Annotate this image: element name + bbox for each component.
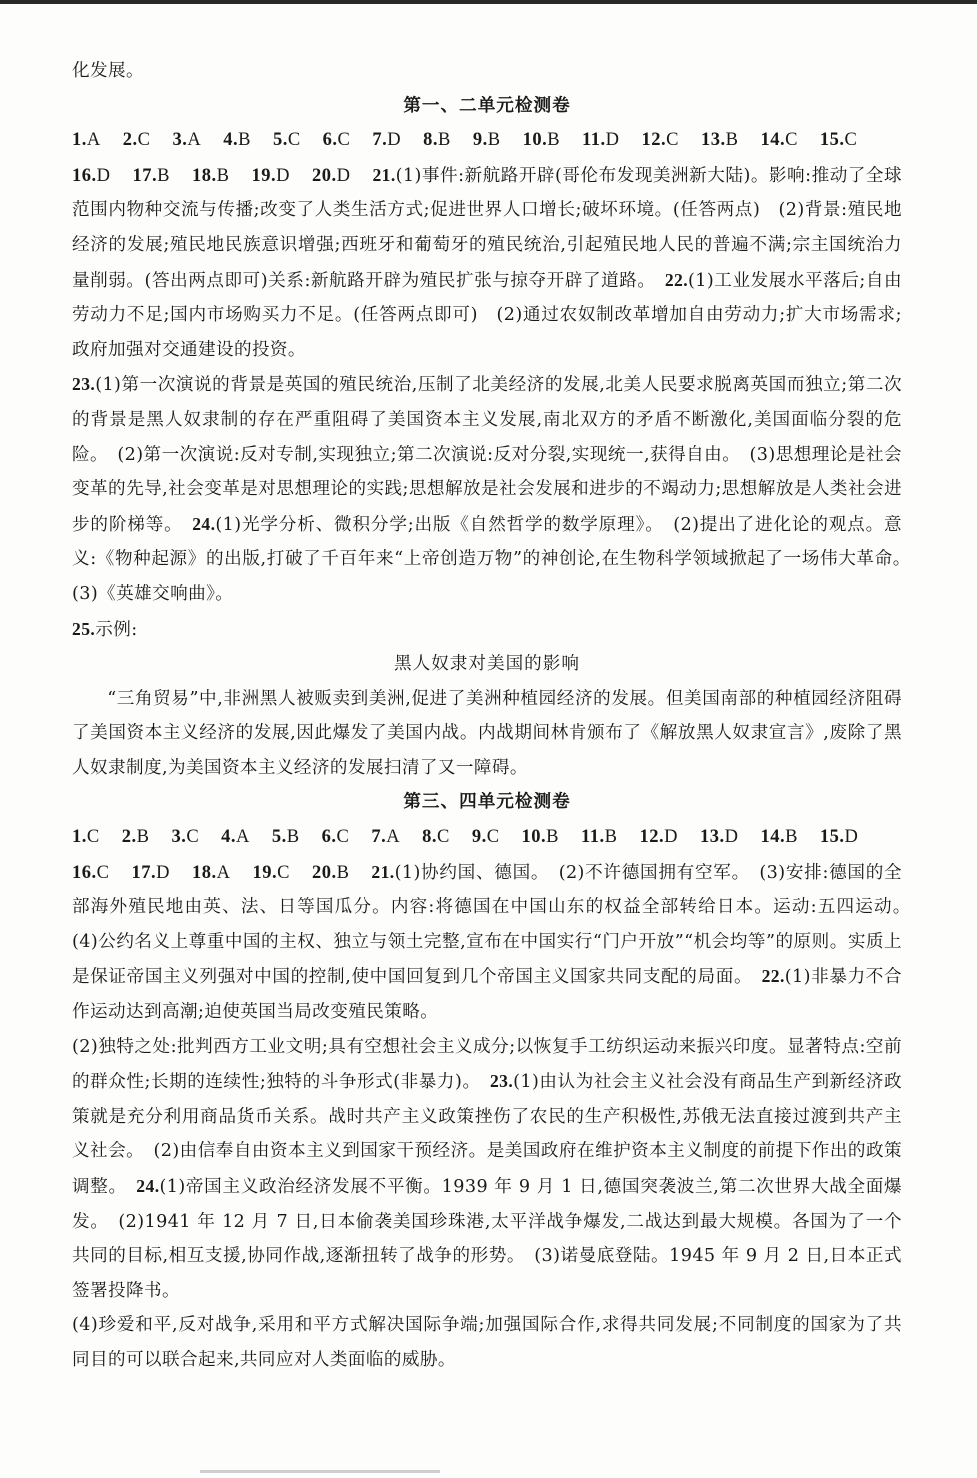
mc-letter: D: [844, 827, 859, 848]
mc-number: 7.: [371, 827, 387, 848]
answer-text-24: (1)光学分析、微积分学;出版《自然哲学的数学原理》。 (2)提出了进化论的观点。意义:《物种起源》的出版,打破了千百年来“上帝创造万物”的神创论,在生物科学领域掀起了一场伟大革命。 (3)《英雄交响曲》。: [72, 514, 920, 604]
mc-letter: A: [386, 827, 401, 848]
mc-number: 14.: [760, 827, 786, 848]
answer-text-21: (1)事件:新航路开辟(哥伦布发现美洲新大陆)。影响:推动了全球范围内物种交流与传播;改变了人类生活方式;促进世界人口增长;破坏环境。(任答两点) (2)背景:殖民地经济的发展;殖民地民族意识增强;西班牙和葡萄牙的殖民统治,引起殖民地人民的普遍不满;宗主国统治力量削弱。(答出两点即可)关系:新航路开辟为殖民扩张与掠夺开辟了道路。: [72, 165, 902, 291]
mc-letter: D: [336, 165, 351, 186]
mc-number: 9.: [472, 130, 488, 151]
mc-answer: [642, 123, 679, 158]
answer-text-22: (1)工业发展水平落后;自由劳动力不足;国内市场购买力不足。(任答两点即可) (2)通过农奴制改革增加自由劳动力;扩大市场需求;政府加强对交通建设的投资。: [72, 270, 902, 360]
mc-answer: [372, 123, 401, 158]
mc-letter: C: [436, 827, 450, 848]
mc-answer: [223, 123, 251, 158]
mc-letter: B: [785, 827, 798, 848]
mc-letter: A: [216, 862, 231, 883]
mc-letter: B: [604, 827, 618, 848]
mc-letter: B: [286, 827, 300, 848]
mc-number: 12.: [639, 827, 665, 848]
mc-answer: [312, 856, 349, 891]
mc-number: 10.: [522, 130, 548, 151]
mc-answer: [133, 159, 170, 194]
mc-answer: [820, 820, 859, 855]
mc-number: 17.: [132, 165, 158, 186]
mc-answer: [251, 159, 290, 194]
mc-answer: [700, 820, 739, 855]
mc-row-2-s2: [72, 863, 371, 883]
mc-number: 2.: [121, 827, 137, 848]
mc-answer: [72, 820, 100, 855]
mc-answer: [523, 123, 560, 158]
answer-text-24: (1)帝国主义政治经济发展不平衡。1939 年 9 月 1 日,德国突袭波兰,第二次世界大战全面爆发。 (2)1941 年 12 月 7 日,日本偷袭美国珍珠港,太平洋战争爆发,二战达到最大规模。各国为了一个共同的目标,相互支援,协同作战,逐渐扭转了战争的形势。 (3)诺曼底登陆。1945 年 9 月 2 日,日本正式签署投降书。: [72, 1177, 902, 1301]
answer-text-21: (1)协约国、德国。 (2)不许德国拥有空军。 (3)安排:德国的全部海外殖民地由英、法、日等国瓜分。内容:将德国在中国山东的权益全部转给日本。运动:五四运动。 (4)公约名义上尊重中国的主权、独立与领土完整,宣布在中国实行“门户开放”“机会均等”的原则。实质上是保证帝国主义列强对中国的控制,使中国回复到几个帝国主义国家共同支配的局面。: [72, 862, 920, 988]
answer-content: [72, 54, 920, 1378]
mc-number: 17.: [131, 862, 157, 883]
mc-answer: [72, 856, 109, 891]
essay-title: 黑人奴隶对美国的影响: [394, 654, 580, 675]
mc-row-2-s1: [72, 166, 372, 186]
mc-number: 5.: [272, 130, 288, 151]
scan-top-edge: [0, 0, 977, 4]
intro-line: 化发展。: [72, 61, 144, 81]
mc-answer: [273, 123, 301, 158]
mc-answer: [323, 123, 351, 158]
mc-number: 19.: [251, 165, 277, 186]
mc-letter: D: [156, 862, 170, 883]
mc-answer: [701, 123, 738, 158]
mc-answer: [581, 820, 617, 855]
mc-letter: A: [187, 130, 202, 151]
mc-number: 6.: [321, 827, 337, 848]
mc-letter: D: [276, 165, 290, 186]
question-number: 21.: [371, 861, 395, 882]
mc-letter: D: [96, 165, 111, 186]
answer-block-22b-24-s2: [72, 1030, 902, 1309]
answer-25-label: [72, 612, 902, 648]
mc-letter: C: [287, 130, 301, 151]
question-number: 22.: [761, 966, 785, 987]
answer-block-23-24-s1: [72, 367, 920, 611]
mc-number: 15.: [819, 827, 845, 848]
mc-letter: C: [844, 130, 858, 151]
mc-letter: C: [666, 130, 679, 151]
mc-letter: B: [336, 862, 350, 883]
mc-letter: A: [236, 827, 250, 848]
mc-number: 1.: [72, 130, 87, 151]
mc-letter: C: [277, 862, 290, 883]
mc-letter: D: [724, 827, 739, 848]
question-number: 24.: [192, 513, 216, 534]
answer-text-23: (1)由认为社会主义社会没有商品生产到新经济政策就是充分利用商品货币关系。战时共产主义政策挫伤了农民的生产积极性,苏俄无法直接过渡到共产主义社会。 (2)由信奉自由资本主义到国家干预经济。是美国政府在维护资本主义制度的前提下作出的政策调整。: [72, 1072, 902, 1197]
mc-answer: [171, 820, 199, 855]
mc-letter: B: [546, 827, 559, 848]
scan-bottom-mark: [200, 1470, 440, 1473]
mc-answer: [582, 123, 619, 158]
mc-answer: [72, 123, 101, 158]
question-number: 23.: [489, 1071, 514, 1092]
mc-letter: C: [96, 862, 110, 883]
mc-number: 13.: [700, 130, 726, 151]
mc-number: 5.: [271, 827, 287, 848]
mc-letter: C: [337, 130, 351, 151]
mc-letter: B: [216, 165, 230, 186]
mc-letter: B: [157, 165, 170, 186]
mc-letter: C: [186, 827, 200, 848]
mc-number: 20.: [311, 165, 337, 186]
mc-answer: [192, 856, 231, 891]
mc-letter: D: [605, 130, 620, 151]
mc-number: 20.: [311, 862, 337, 883]
mc-number: 4.: [223, 130, 239, 151]
mc-answer: [371, 820, 400, 855]
mc-answer: [639, 820, 678, 855]
mc-letter: C: [486, 827, 500, 848]
mc-answer: [172, 123, 201, 158]
mc-answer: [252, 856, 289, 891]
mc-answer: [122, 820, 150, 855]
question-number: 25.: [72, 618, 96, 639]
mc-letter: C: [86, 827, 100, 848]
mc-number: 11.: [581, 827, 605, 848]
essay-body: “三角贸易”中,非洲黑人被贩卖到美洲,促进了美洲种植园经济的发展。但美国南部的种植园经济阻碍了美国资本主义经济的发展,因此爆发了美国内战。内战期间林肯颁布了《解放黑人奴隶宣言》,废除了黑人奴隶制度,为美国资本主义经济的发展扫清了又一障碍。: [72, 688, 902, 778]
mc-letter: D: [387, 130, 402, 151]
mc-number: 8.: [423, 130, 438, 151]
mc-answer: [760, 820, 797, 855]
mc-answer: [820, 123, 857, 158]
mc-answer: [473, 123, 501, 158]
mc-letter: C: [785, 130, 798, 151]
question-number: 24.: [136, 1176, 160, 1196]
mc-number: 7.: [372, 130, 388, 151]
question-number: 21.: [372, 164, 396, 185]
mc-letter: B: [136, 827, 150, 848]
answer-block-s1: [72, 158, 902, 368]
question-number: 23.: [72, 374, 96, 395]
mc-number: 1.: [72, 827, 87, 848]
answer-text-23: (1)第一次演说的背景是英国的殖民统治,压制了北美经济的发展,北美人民要求脱离英国而独立;第二次的背景是黑人奴隶制的存在严重阻碍了美国资本主义发展,南北双方的矛盾不断激化,美国面临分裂的危险。 (2)第一次演说:反对专制,实现独立;第二次演说:反对分裂,实现统一,获得自由。 (3)思想理论是社会变革的先导,社会变革是对思想理论的实践;思想解放是社会发展和进步的不竭动力;思想解放是人类社会进步的阶梯等。: [72, 375, 902, 535]
mc-answer: [422, 820, 450, 855]
mc-answer: [272, 820, 300, 855]
mc-number: 4.: [221, 827, 237, 848]
mc-number: 11.: [582, 130, 606, 151]
mc-answer: [131, 856, 170, 891]
mc-number: 3.: [171, 827, 187, 848]
mc-row-1-s1: [72, 123, 902, 158]
question-number: 22.: [664, 269, 689, 290]
mc-number: 18.: [191, 165, 217, 186]
mc-number: 19.: [252, 862, 278, 883]
mc-number: 16.: [72, 165, 97, 186]
answer-text-22a: (1)非暴力不合作运动达到高潮;迫使英国当局改变殖民策略。: [72, 967, 902, 1023]
section-title-2: 第三、四单元检测卷: [403, 791, 571, 813]
mc-letter: B: [238, 130, 251, 151]
mc-letter: D: [664, 827, 678, 848]
mc-answer: [423, 123, 451, 158]
example-label: 示例:: [95, 619, 138, 640]
mc-answer: [522, 820, 559, 855]
mc-number: 9.: [471, 827, 487, 848]
mc-letter: C: [137, 130, 151, 151]
mc-number: 13.: [699, 827, 725, 848]
mc-number: 15.: [819, 130, 845, 151]
mc-number: 18.: [191, 862, 217, 883]
answer-block-s2: [72, 855, 920, 1030]
mc-number: 2.: [122, 130, 138, 151]
mc-answer: [312, 159, 351, 194]
mc-answer: [472, 820, 500, 855]
mc-letter: B: [547, 130, 561, 151]
mc-answer: [760, 123, 797, 158]
mc-letter: B: [438, 130, 451, 151]
mc-number: 6.: [322, 130, 338, 151]
mc-answer: [72, 159, 111, 194]
mc-row-1-s2: [72, 820, 902, 855]
mc-answer: [192, 159, 229, 194]
mc-number: 8.: [422, 827, 437, 848]
mc-letter: B: [725, 130, 739, 151]
mc-answer: [123, 123, 151, 158]
section-title-1: 第一、二单元检测卷: [403, 94, 571, 116]
answer-24-part4: (4)珍爱和平,反对战争,采用和平方式解决国际争端;加强国际合作,求得共同发展;不同制度的国家为了共同目的可以联合起来,共同应对人类面临的威胁。: [72, 1315, 902, 1370]
mc-answer: [221, 820, 250, 855]
mc-letter: B: [487, 130, 501, 151]
mc-number: 3.: [172, 130, 188, 151]
mc-number: 10.: [521, 827, 547, 848]
mc-letter: A: [86, 130, 101, 151]
mc-number: 16.: [72, 862, 97, 883]
mc-number: 12.: [641, 130, 667, 151]
answer-text-22b: (2)独特之处:批判西方工业文明;具有空想社会主义成分;以恢复手工纺织运动来振兴印度。显著特点:空前的群众性;长期的连续性;独特的斗争形式(非暴力)。: [72, 1036, 902, 1093]
mc-answer: [322, 820, 350, 855]
mc-number: 14.: [760, 130, 786, 151]
mc-letter: C: [336, 827, 350, 848]
